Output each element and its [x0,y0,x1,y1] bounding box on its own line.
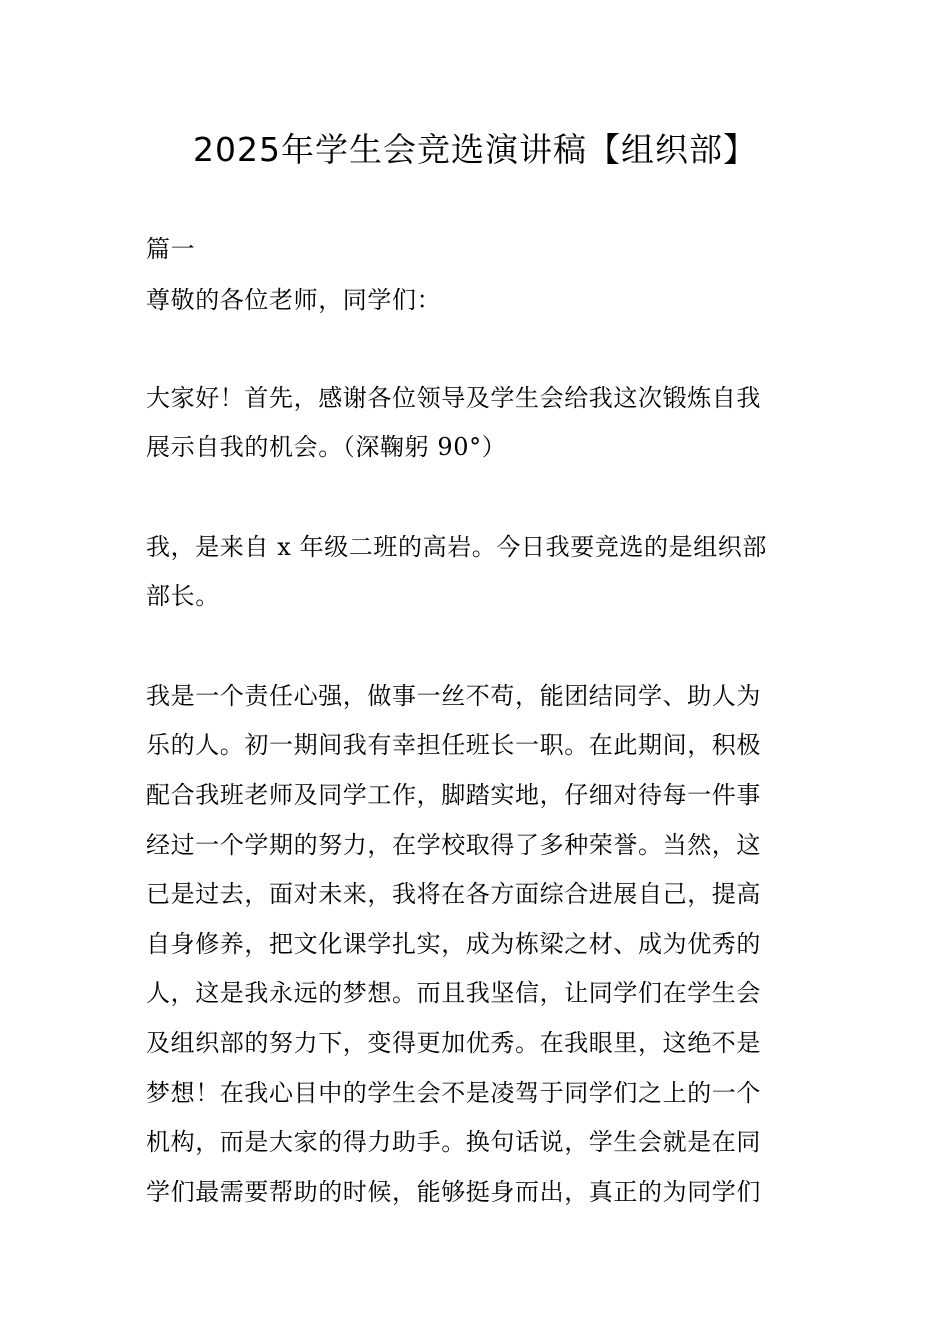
paragraph-3-line-10: 机构，而是大家的得力助手。换句话说，学生会就是在同 [146,1128,761,1156]
paragraph-3-line-1: 我是一个责任心强，做事一丝不苟，能团结同学、助人为 [146,682,761,710]
paragraph-3-line-4: 经过一个学期的努力，在学校取得了多种荣誉。当然，这 [146,831,761,859]
paragraph-3-line-2: 乐的人。初一期间我有幸担任班长一职。在此期间，积极 [146,731,761,759]
paragraph-1-line-2: 展示自我的机会。（深鞠躬 90°） [146,433,507,461]
paragraph-3-line-6: 自身修养，把文化课学扎实，成为栋梁之材、成为优秀的 [146,930,761,958]
section-heading: 篇一 [146,235,196,263]
paragraph-2-line-1: 我，是来自 x 年级二班的高岩。今日我要竞选的是组织部 [146,533,767,561]
paragraph-3-line-11: 学们最需要帮助的时候，能够挺身而出，真正的为同学们 [146,1178,761,1206]
paragraph-3-line-5: 已是过去，面对未来，我将在各方面综合进展自己，提高 [146,880,761,908]
paragraph-3-line-7: 人，这是我永远的梦想。而且我坚信，让同学们在学生会 [146,979,761,1007]
paragraph-3-line-8: 及组织部的努力下，变得更加优秀。在我眼里，这绝不是 [146,1029,761,1057]
paragraph-1-line-1: 大家好！首先，感谢各位领导及学生会给我这次锻炼自我 [146,384,761,412]
paragraph-3-line-3: 配合我班老师及同学工作，脚踏实地，仔细对待每一件事 [146,781,761,809]
paragraph-2-line-2: 部长。 [146,582,220,610]
greeting-line: 尊敬的各位老师，同学们： [146,286,442,314]
paragraph-3-line-9: 梦想！在我心目中的学生会不是凌驾于同学们之上的一个 [146,1079,761,1107]
document-title: 2025年学生会竞选演讲稿【组织部】 [193,130,757,169]
